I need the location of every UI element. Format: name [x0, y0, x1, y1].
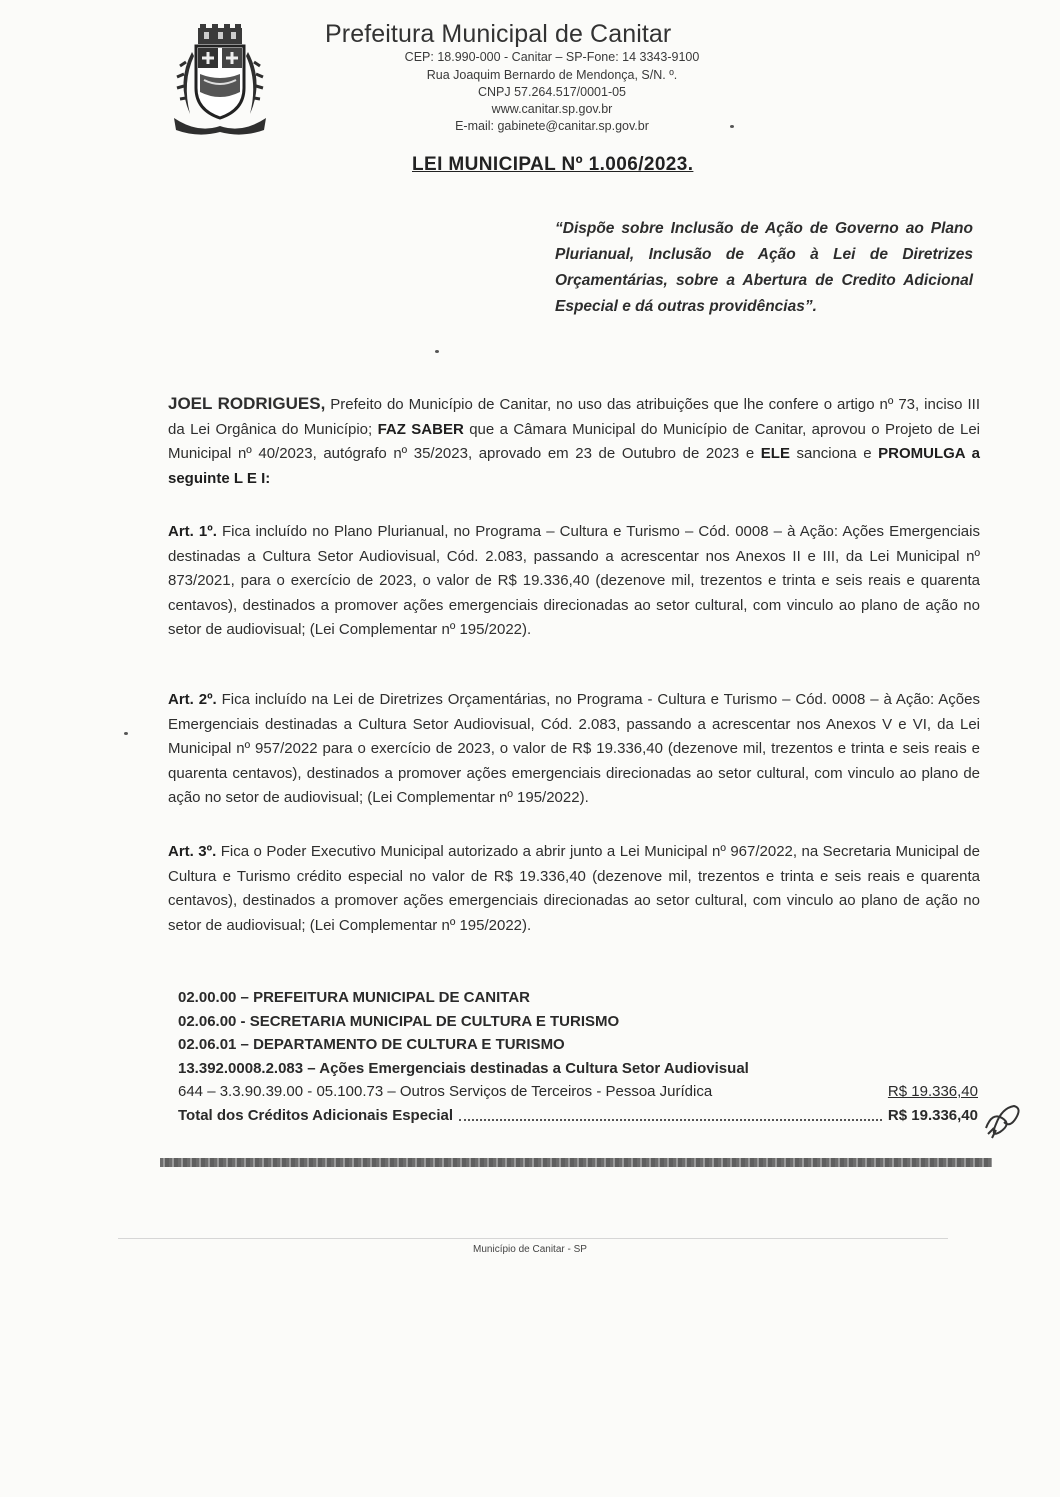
article-1-text: Fica incluído no Plano Plurianual, no Programa – Cultura e Turismo – Cód. 0008 – à Ação: Ações Emergenciais destinadas a Cultura Setor Audiovisual, Cód. 2.083, passando a acrescentar nos Anexos II e III, da Lei Municipal nº 873/2021, para o exercício de 2023, o valor de R$ 19.336,40 (dezenove mil, trezentos e trinta e seis reais e quarenta centavos), destinados a promover ações emergenciais direcionadas ao setor cultural, com vinculo ao plano de ação no setor de audiovisual; (Lei Complementar nº 195/2022).	[168, 523, 980, 638]
scan-speck	[124, 732, 128, 735]
promulga-label: PROMULGA a seguinte L E I:	[168, 445, 980, 487]
budget-allocation	[178, 986, 978, 1127]
budget-line-expense	[178, 1080, 978, 1104]
budget-expense-amount: R$ 19.336,40	[887, 1083, 978, 1100]
article-1-label: Art. 1º.	[168, 523, 217, 540]
article-2	[168, 688, 980, 811]
budget-line-acao	[178, 1057, 978, 1081]
budget-action-text: – Ações Emergenciais destinadas a Cultura Setor Audiovisual	[303, 1059, 749, 1077]
budget-line-prefeitura: 02.00.00 – PREFEITURA MUNICIPAL DE CANITAR	[178, 989, 531, 1006]
budget-expense-text: 644 – 3.3.90.39.00 - 05.100.73 – Outros Serviços de Terceiros - Pessoa Jurídica	[178, 1083, 713, 1100]
law-summary: “Dispõe sobre Inclusão de Ação de Governo ao Plano Plurianual, Inclusão de Ação à Lei de Diretrizes Orçamentárias, sobre a Abertura de Credito Adicional Especial e dá outras providências”.	[555, 220, 973, 315]
scan-speck	[435, 350, 439, 353]
article-2-text: Fica incluído na Lei de Diretrizes Orçamentárias, no Programa - Cultura e Turismo – Cód. 0008 – à Ação: Ações Emergenciais destinadas a Cultura Setor Audiovisual, Cód. 2.083, passando a acrescentar nos Anexos V e VI, da Lei Municipal nº 957/2022 para o exercício de 2023, o valor de R$ 19.336,40 (dezenove mil, trezentos e trinta e seis reais e quarenta centavos), destinados a promover ações emergenciais direcionadas ao setor cultural, com vinculo ao plano de ação no setor de audiovisual; (Lei Complementar nº 195/2022).	[168, 691, 980, 806]
law-title: LEI MUNICIPAL Nº 1.006/2023.	[412, 154, 694, 175]
budget-total-label: Total dos Créditos Adicionais Especial	[178, 1106, 454, 1124]
preamble-text-3: sanciona e	[789, 445, 879, 462]
mayor-name: JOEL RODRIGUES,	[168, 394, 326, 413]
faz-saber-label: FAZ SABER	[377, 420, 464, 438]
bottom-divider	[160, 1158, 992, 1167]
preamble-text-1: Prefeito do Município de Canitar, no uso das atribuições que lhe confere o artigo nº 73, inciso III da Lei Orgânica do Município;	[168, 396, 980, 438]
budget-line-departamento: 02.06.01 – DEPARTAMENTO DE CULTURA E TURISMO	[178, 1036, 565, 1053]
address-cnpj: CNPJ 57.264.517/0001-05	[477, 85, 627, 99]
article-3-text: Fica o Poder Executivo Municipal autorizado a abrir junto a Lei Municipal nº 967/2022, na Secretaria Municipal de Cultura e Turismo crédito especial no valor de R$ 19.336,40 (dezenove mil, trezentos e trinta e seis reais e quarenta centavos), destinados a promover ações emergenciais direcionadas ao setor cultural, com vinculo ao plano de ação no setor de audiovisual; (Lei Complementar nº 195/2022).	[168, 843, 980, 934]
budget-line-secretaria: 02.06.00 - SECRETARIA MUNICIPAL DE CULTURA E TURISMO	[178, 1012, 620, 1030]
budget-total-row	[178, 1104, 978, 1128]
article-2-label: Art. 2º.	[168, 691, 217, 708]
footer-text: Município de Canitar - SP	[473, 1244, 587, 1255]
budget-total-amount: R$ 19.336,40	[887, 1106, 978, 1124]
address-street: Rua Joaquim Bernardo de Mendonça, S/N. º.	[426, 68, 678, 82]
municipal-coat-of-arms-icon	[168, 22, 272, 138]
initials-signature	[982, 1098, 1024, 1142]
preamble-paragraph	[168, 392, 980, 491]
article-3	[168, 840, 980, 938]
budget-action-code: 13.392.0008.2.083	[178, 1059, 304, 1077]
email-link[interactable]: E-mail: gabinete@canitar.sp.gov.br	[455, 119, 649, 133]
address-cep-phone: CEP: 18.990-000 - Canitar – SP-Fone: 14 3343-9100	[404, 50, 700, 64]
preamble-text-2: que a Câmara Municipal do Município de Canitar, aprovou o Projeto de Lei Municipal nº 40/2023, autógrafo nº 35/2023, aprovado em 23 de Outubro de 2023 e	[168, 420, 981, 462]
ele-label: ELE	[760, 445, 790, 462]
website-link[interactable]: www.canitar.sp.gov.br	[491, 102, 613, 116]
organization-name: Prefeitura Municipal de Canitar	[325, 20, 672, 48]
article-3-label: Art. 3º.	[168, 843, 217, 860]
article-1	[168, 520, 980, 643]
footer-divider	[118, 1238, 948, 1239]
leader-dots	[459, 1104, 882, 1122]
scan-speck	[730, 125, 734, 128]
